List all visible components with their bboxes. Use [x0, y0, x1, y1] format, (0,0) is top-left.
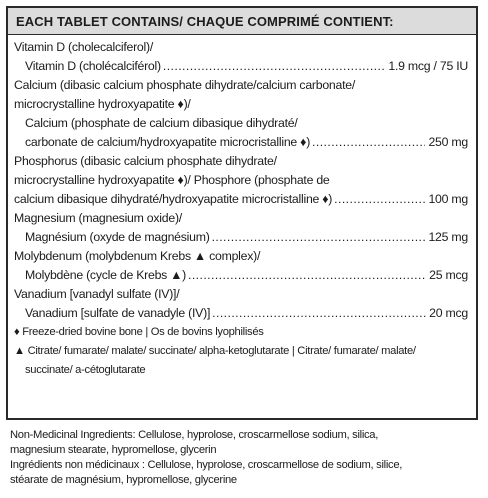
amount: 1.9 mcg / 75 IU: [388, 59, 468, 73]
ingredient-line: Calcium (phosphate de calcium dibasique dihydraté/: [25, 116, 298, 130]
footnote-triangle-continued: succinate/ a-cétoglutarate: [25, 364, 146, 376]
ingredient-line: Calcium (dibasic calcium phosphate dihydrate/calcium carbonate/: [14, 78, 356, 92]
ingredient-line: Phosphorus (dibasic calcium phosphate dihydrate/: [14, 154, 277, 168]
ingredient-line: Vitamin D (cholecalciferol)/: [14, 40, 154, 54]
ingredient-line: Vanadium [sulfate de vanadyle (IV)] . . . 20 mcg: [8, 304, 476, 323]
ingredient-line: carbonate de calcium/hydroxyapatite microcristalline ♦) . . . 250 mg: [8, 133, 476, 152]
panel-header: EACH TABLET CONTAINS/ CHAQUE COMPRIMÉ CONTIENT:: [8, 8, 476, 35]
ingredient-line: microcrystalline hydroxyapatite ♦)/ Phosphore (phosphate de: [14, 173, 330, 187]
footnote-diamond: ♦ Freeze-dried bovine bone | Os de bovins lyophilisés: [14, 326, 264, 338]
footnote-triangle: ▲ Citrate/ fumarate/ malate/ succinate/ alpha-ketoglutarate | Citrate/ fumarate/ malate/: [14, 345, 416, 357]
non-medicinal-ingredients: [10, 428, 482, 488]
supplement-facts-panel: [6, 6, 478, 420]
ingredient-line: Magnésium (oxyde de magnésium) . . . 125 mg: [8, 228, 476, 247]
amount: 250 mg: [428, 135, 468, 149]
amount: 20 mcg: [429, 306, 468, 320]
amount: 25 mcg: [429, 268, 468, 282]
footer-line: Ingrédients non médicinaux : Cellulose, hyprolose, croscarmellose de sodium, silice,: [10, 459, 403, 471]
ingredient-line: microcrystalline hydroxyapatite ♦)/: [14, 97, 191, 111]
ingredient-line: Molybdène (cycle de Krebs ▲) . . . 25 mcg: [8, 266, 476, 285]
footer-line: magnesium stearate, hypromellose, glycerin: [10, 444, 217, 456]
footer-line: Non-Medicinal Ingredients: Cellulose, hyprolose, croscarmellose sodium, silica,: [10, 429, 379, 441]
ingredient-line: Vanadium [vanadyl sulfate (IV)]/: [14, 287, 180, 301]
ingredient-line: calcium dibasique dihydraté/hydroxyapatite microcristalline ♦) . . . 100 mg: [8, 190, 476, 209]
ingredient-line: Vitamin D (cholécalciférol) . . . 1.9 mcg / 75 IU: [8, 57, 476, 76]
amount: 100 mg: [428, 192, 468, 206]
amount: 125 mg: [428, 230, 468, 244]
ingredient-list: [8, 35, 476, 380]
footer-line: stéarate de magnésium, hypromellose, glycerine: [10, 474, 237, 486]
ingredient-line: Magnesium (magnesium oxide)/: [14, 211, 182, 225]
ingredient-line: Molybdenum (molybdenum Krebs ▲ complex)/: [14, 249, 261, 263]
